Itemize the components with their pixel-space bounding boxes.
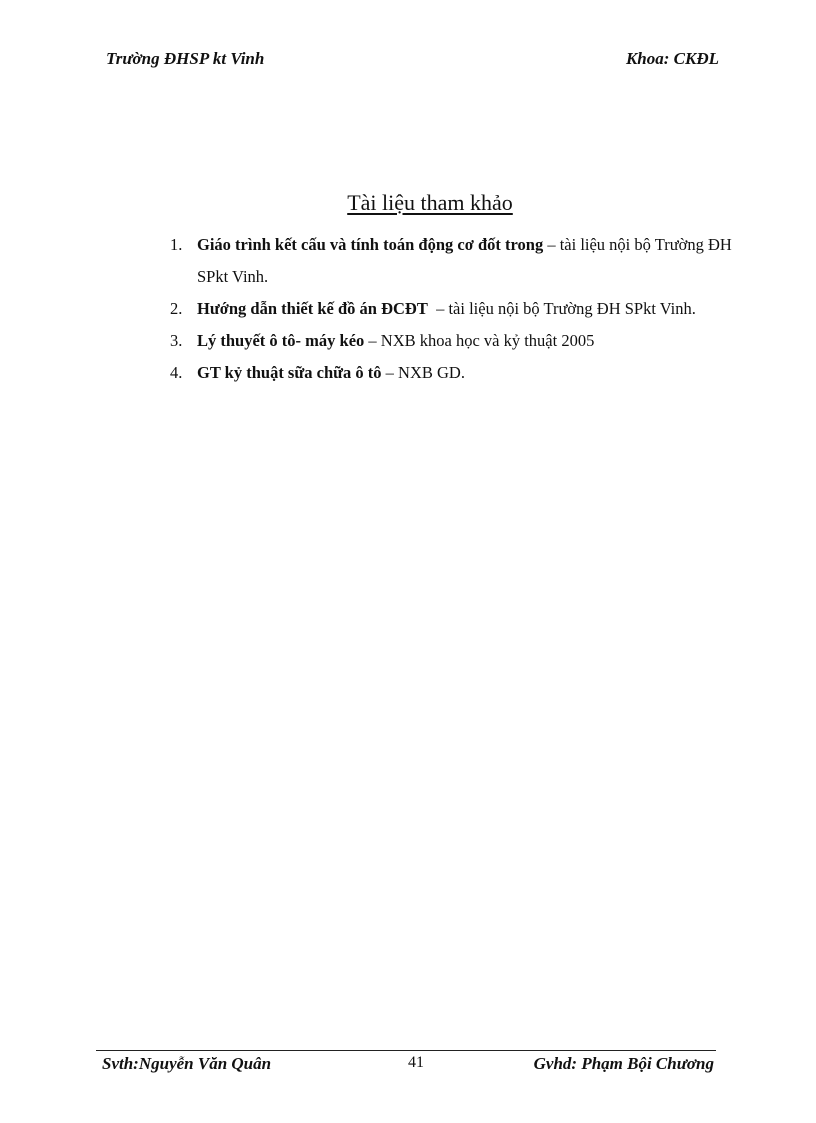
- reference-item: [170, 229, 740, 293]
- reference-source: – tài liệu nội bộ Trường ĐH SPkt Vinh.: [197, 235, 732, 286]
- reference-number: 1.: [170, 235, 183, 254]
- reference-number: 3.: [170, 331, 183, 350]
- header-school-name: Trường ĐHSP kt Vinh: [106, 49, 265, 68]
- reference-title: Giáo trình kết cấu và tính toán động cơ đốt trong: [197, 235, 544, 254]
- page-number: 41: [408, 1054, 424, 1071]
- footer-student-name: Svth:Nguyễn Văn Quân: [102, 1054, 272, 1073]
- header-faculty: Khoa: CKĐL: [625, 49, 719, 68]
- reference-item: [170, 293, 740, 325]
- page-title: Tài liệu tham khảo: [347, 190, 513, 215]
- footer-divider: [96, 1050, 716, 1051]
- reference-item: [170, 325, 740, 357]
- reference-source: – NXB khoa học và kỷ thuật 2005: [364, 331, 595, 350]
- reference-title: GT kỷ thuật sữa chữa ô tô: [197, 363, 382, 382]
- reference-item: [170, 357, 740, 389]
- footer-supervisor-name: Gvhd: Phạm Bội Chương: [533, 1054, 714, 1073]
- reference-title: Lý thuyết ô tô- máy kéo: [197, 331, 365, 350]
- reference-title: Hướng dẫn thiết kế đồ án ĐCĐT: [197, 299, 428, 318]
- reference-number: 2.: [170, 299, 183, 318]
- reference-number: 4.: [170, 363, 183, 382]
- reference-list: [170, 229, 740, 389]
- reference-source: – NXB GD.: [381, 363, 465, 382]
- reference-source: – tài liệu nội bộ Trường ĐH SPkt Vinh.: [427, 299, 696, 318]
